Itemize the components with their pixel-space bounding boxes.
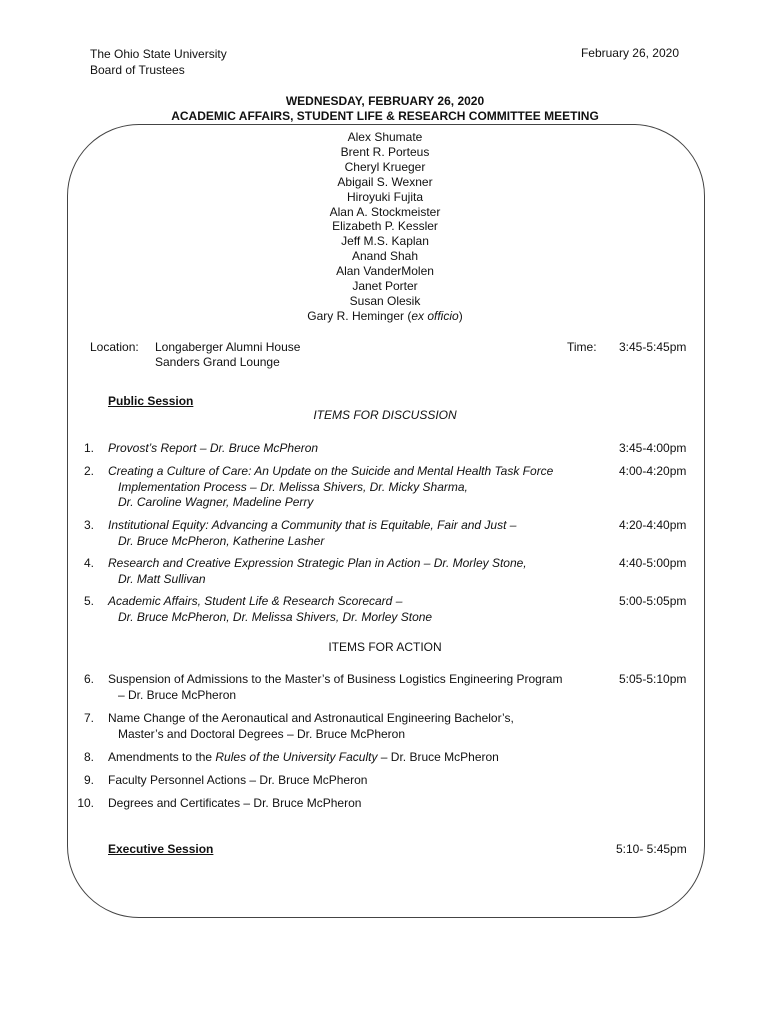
item-title: Name Change of the Aeronautical and Astronautical Engineering Bachelor’s, Master’s and Doctoral Degrees – Dr. Bruce McPheron <box>108 711 514 741</box>
member-name: Janet Porter <box>352 279 418 294</box>
item-title: Faculty Personnel Actions – Dr. Bruce McPheron <box>108 773 368 787</box>
item-title: Academic Affairs, Student Life & Research Scorecard – Dr. Bruce McPheron, Dr. Melissa Shivers, Dr. Morley Stone <box>108 594 433 624</box>
institution-name: The Ohio State University <box>90 47 227 61</box>
header-institution-block <box>90 46 227 78</box>
item-title: Research and Creative Expression Strategic Plan in Action – Dr. Morley Stone, Dr. Matt Sullivan <box>108 556 527 586</box>
committee-members-list <box>0 130 770 324</box>
executive-session-time: 5:10- 5:45pm <box>616 842 687 856</box>
item-number: 9. <box>83 773 94 787</box>
item-time: 4:00-4:20pm <box>619 464 687 478</box>
header-date: February 26, 2020 <box>580 46 679 60</box>
time-label: Time: <box>567 340 597 354</box>
member-name: Abigail S. Wexner <box>337 174 433 189</box>
location-line-1: Longaberger Alumni House <box>155 340 301 354</box>
action-heading: ITEMS FOR ACTION <box>328 640 442 654</box>
member-name: Alan VanderMolen <box>336 264 434 279</box>
item-number: 10. <box>77 796 94 810</box>
item-time: 4:20-4:40pm <box>619 518 687 532</box>
item-number: 4. <box>83 556 94 570</box>
member-name: Cheryl Krueger <box>344 159 426 174</box>
member-name: Brent R. Porteus <box>340 144 430 159</box>
item-title: Provost’s Report – Dr. Bruce McPheron <box>108 441 319 455</box>
item-number: 3. <box>83 518 94 532</box>
board-name: Board of Trustees <box>90 63 185 77</box>
item-number: 2. <box>83 464 94 478</box>
member-name: Elizabeth P. Kessler <box>332 219 438 234</box>
member-name: Jeff M.S. Kaplan <box>341 234 429 249</box>
location-line-2: Sanders Grand Lounge <box>155 355 280 369</box>
item-time: 5:00-5:05pm <box>619 594 687 608</box>
member-name: Alex Shumate <box>347 130 423 144</box>
item-time: 3:45-4:00pm <box>619 441 687 455</box>
item-title: Institutional Equity: Advancing a Community that is Equitable, Fair and Just – Dr. Bruce McPheron, Katherine Lasher <box>108 518 517 548</box>
item-title: Suspension of Admissions to the Master’s of Business Logistics Engineering Program – Dr. Bruce McPheron <box>108 672 563 702</box>
executive-session-heading: Executive Session <box>108 842 214 856</box>
item-number: 7. <box>83 711 94 725</box>
item-time: 4:40-5:00pm <box>619 556 687 570</box>
member-name: Alan A. Stockmeister <box>329 204 441 219</box>
location-value <box>155 340 300 370</box>
item-number: 8. <box>83 750 94 764</box>
item-number: 6. <box>83 672 94 686</box>
location-label: Location: <box>90 340 139 354</box>
meeting-date-title: WEDNESDAY, FEBRUARY 26, 2020 <box>285 94 485 108</box>
item-number: 5. <box>83 594 94 608</box>
item-title: Creating a Culture of Care: An Update on the Suicide and Mental Health Task Force Implementation Process – Dr. Melissa Shivers, Dr. Micky Sharma, Dr. Caroline Wagner, Madeline Perry <box>108 464 554 509</box>
item-number: 1. <box>83 441 94 455</box>
member-ex-officio: Gary R. Heminger (ex officio) <box>307 308 463 323</box>
meeting-time: 3:45-5:45pm <box>619 340 687 354</box>
item-time: 5:05-5:10pm <box>619 672 687 686</box>
member-name: Anand Shah <box>351 249 419 264</box>
member-name: Susan Olesik <box>349 293 421 308</box>
item-title: Amendments to the Rules of the University Faculty – Dr. Bruce McPheron <box>108 750 499 764</box>
public-session-heading: Public Session <box>108 394 194 408</box>
discussion-heading: ITEMS FOR DISCUSSION <box>313 408 457 422</box>
item-title: Degrees and Certificates – Dr. Bruce McPheron <box>108 796 362 810</box>
meeting-name-title: ACADEMIC AFFAIRS, STUDENT LIFE & RESEARCH COMMITTEE MEETING <box>171 109 599 123</box>
member-name: Hiroyuki Fujita <box>346 189 424 204</box>
